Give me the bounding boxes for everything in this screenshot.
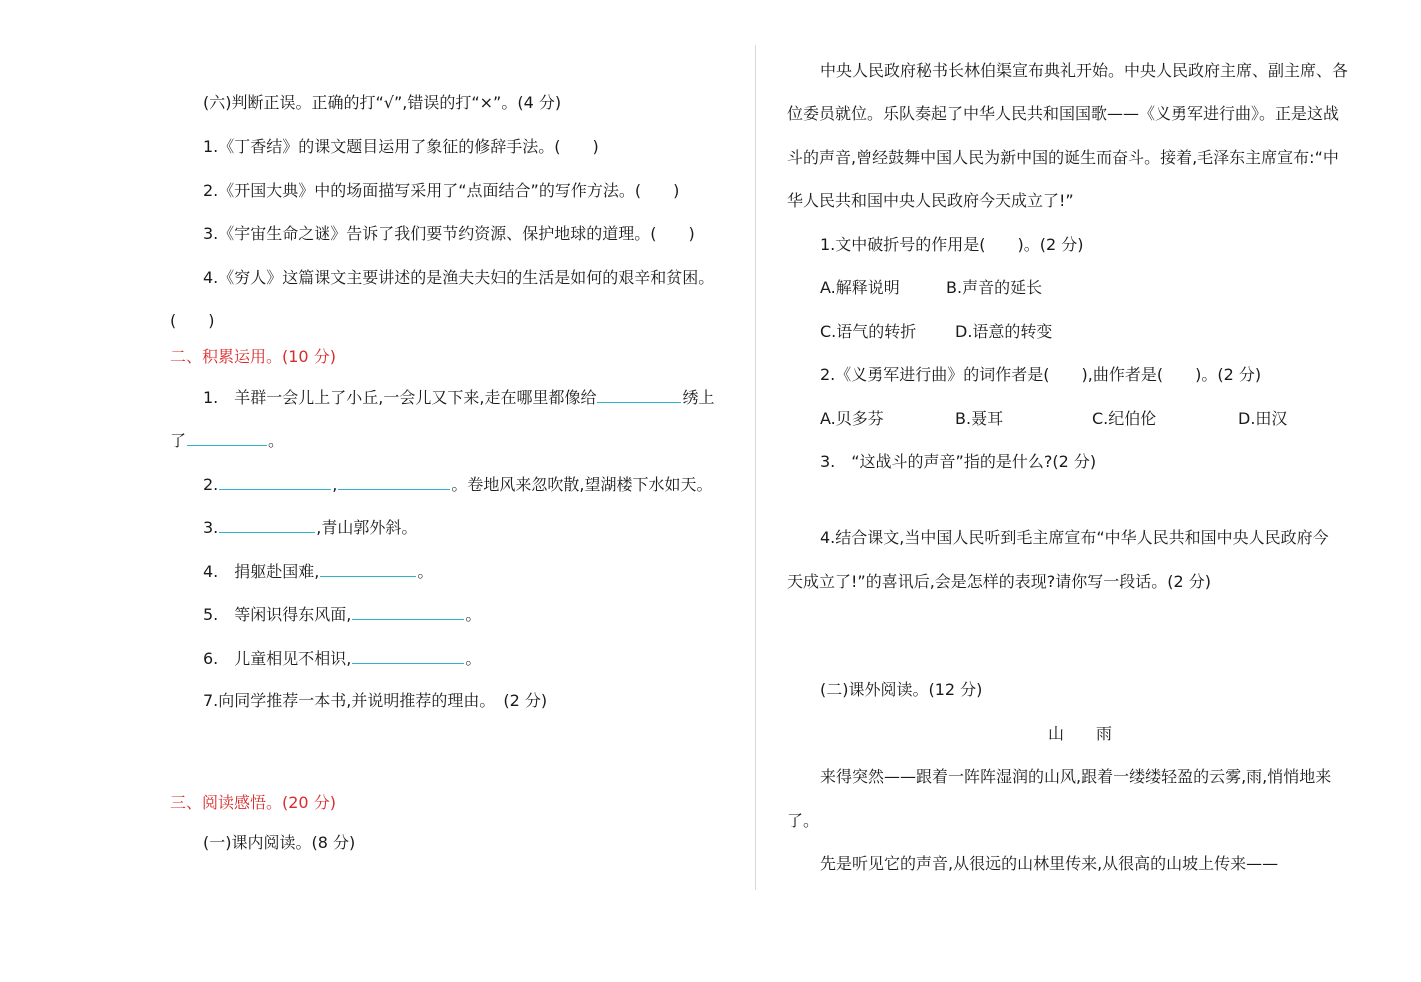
fill-q1-end: 。 xyxy=(268,431,285,450)
judge-item-4-answer: ( ) xyxy=(170,311,215,330)
q2-option-d[interactable]: D.田汉 xyxy=(1238,409,1288,428)
fill-q3-num: 3. xyxy=(203,518,219,537)
fill-q4-blank[interactable] xyxy=(320,560,416,577)
q2-option-c[interactable]: C.纪伯伦 xyxy=(1092,409,1157,428)
fill-q1-blank-2[interactable] xyxy=(187,429,267,446)
fill-q2-comma: , xyxy=(332,475,338,494)
fill-q5-blank[interactable] xyxy=(352,603,464,620)
fill-q1-text-3: 了 xyxy=(170,431,187,450)
fill-q4-end: 。 xyxy=(417,562,434,581)
reading-question-4-line-1: 4.结合课文,当中国人民听到毛主席宣布“中华人民共和国中央人民政府今 xyxy=(820,528,1329,547)
in-class-reading-title: (一)课内阅读。(8 分) xyxy=(203,833,356,852)
fill-q3-text: ,青山郭外斜。 xyxy=(316,518,418,537)
passage-line-1: 中央人民政府秘书长林伯渠宣布典礼开始。中央人民政府主席、副主席、各 xyxy=(820,61,1349,80)
q1-option-a[interactable]: A.解释说明 xyxy=(820,278,900,297)
fill-q6-blank[interactable] xyxy=(352,647,464,664)
fill-q1-blank-1[interactable] xyxy=(597,386,681,403)
fill-question-5 xyxy=(203,603,481,626)
fill-q2-blank-2[interactable] xyxy=(338,473,450,490)
reading-question-4-line-2: 天成立了!”的喜讯后,会是怎样的表现?请你写一段话。(2 分) xyxy=(787,572,1212,591)
fill-q2-num: 2. xyxy=(203,475,219,494)
fill-question-6 xyxy=(203,647,481,670)
story-line-3: 先是听见它的声音,从很远的山林里传来,从很高的山坡上传来—— xyxy=(820,854,1279,873)
q1-option-d[interactable]: D.语意的转变 xyxy=(955,322,1053,341)
fill-question-4 xyxy=(203,560,433,583)
fill-question-3 xyxy=(203,516,417,539)
passage-line-3: 斗的声音,曾经鼓舞中国人民为新中国的诞生而奋斗。接着,毛泽东主席宣布:“中 xyxy=(787,148,1339,167)
q1-option-c[interactable]: C.语气的转折 xyxy=(820,322,917,341)
column-divider xyxy=(755,45,756,890)
fill-question-2 xyxy=(203,473,712,496)
judge-item-4: 4.《穷人》这篇课文主要讲述的是渔夫夫妇的生活是如何的艰辛和贫困。 xyxy=(203,268,715,287)
fill-q1-text: 1. 羊群一会儿上了小丘,一会儿又下来,走在哪里都像给 xyxy=(203,388,597,407)
fill-q2-blank-1[interactable] xyxy=(219,473,331,490)
q1-option-b[interactable]: B.声音的延长 xyxy=(946,278,1043,297)
judge-section-title: (六)判断正误。正确的打“√”,错误的打“×”。(4 分) xyxy=(203,93,562,112)
fill-question-1 xyxy=(203,386,714,409)
reading-question-3: 3. “这战斗的声音”指的是什么?(2 分) xyxy=(820,452,1097,471)
passage-line-4: 华人民共和国中央人民政府今天成立了!” xyxy=(787,191,1074,210)
fill-q2-text: 。卷地风来忽吹散,望湖楼下水如天。 xyxy=(451,475,713,494)
fill-q3-blank[interactable] xyxy=(219,516,315,533)
story-line-2: 了。 xyxy=(787,811,820,830)
judge-item-1: 1.《丁香结》的课文题目运用了象征的修辞手法。( ) xyxy=(203,137,599,156)
fill-question-7: 7.向同学推荐一本书,并说明推荐的理由。 (2 分) xyxy=(203,691,548,710)
fill-q6-text: 6. 儿童相见不相识, xyxy=(203,649,352,668)
reading-question-1: 1.文中破折号的作用是( )。(2 分) xyxy=(820,235,1084,254)
fill-question-1-cont xyxy=(170,429,284,452)
reading-question-2: 2.《义勇军进行曲》的词作者是( ),曲作者是( )。(2 分) xyxy=(820,365,1262,384)
section-3-title: 三、阅读感悟。(20 分) xyxy=(170,793,336,812)
story-title: 山 雨 xyxy=(1048,724,1113,743)
fill-q4-text: 4. 捐躯赴国难, xyxy=(203,562,320,581)
fill-q6-end: 。 xyxy=(465,649,482,668)
judge-item-2: 2.《开国大典》中的场面描写采用了“点面结合”的写作方法。( ) xyxy=(203,181,680,200)
judge-item-3: 3.《宇宙生命之谜》告诉了我们要节约资源、保护地球的道理。( ) xyxy=(203,224,695,243)
extra-reading-title: (二)课外阅读。(12 分) xyxy=(820,680,983,699)
fill-q1-text-2: 绣上 xyxy=(682,388,715,407)
q2-option-b[interactable]: B.聂耳 xyxy=(955,409,1004,428)
story-line-1: 来得突然——跟着一阵阵湿润的山风,跟着一缕缕轻盈的云雾,雨,悄悄地来 xyxy=(820,767,1332,786)
passage-line-2: 位委员就位。乐队奏起了中华人民共和国国歌——《义勇军进行曲》。正是这战 xyxy=(787,104,1340,123)
q2-option-a[interactable]: A.贝多芬 xyxy=(820,409,884,428)
section-2-title: 二、积累运用。(10 分) xyxy=(170,347,336,366)
fill-q5-end: 。 xyxy=(465,605,482,624)
fill-q5-text: 5. 等闲识得东风面, xyxy=(203,605,352,624)
